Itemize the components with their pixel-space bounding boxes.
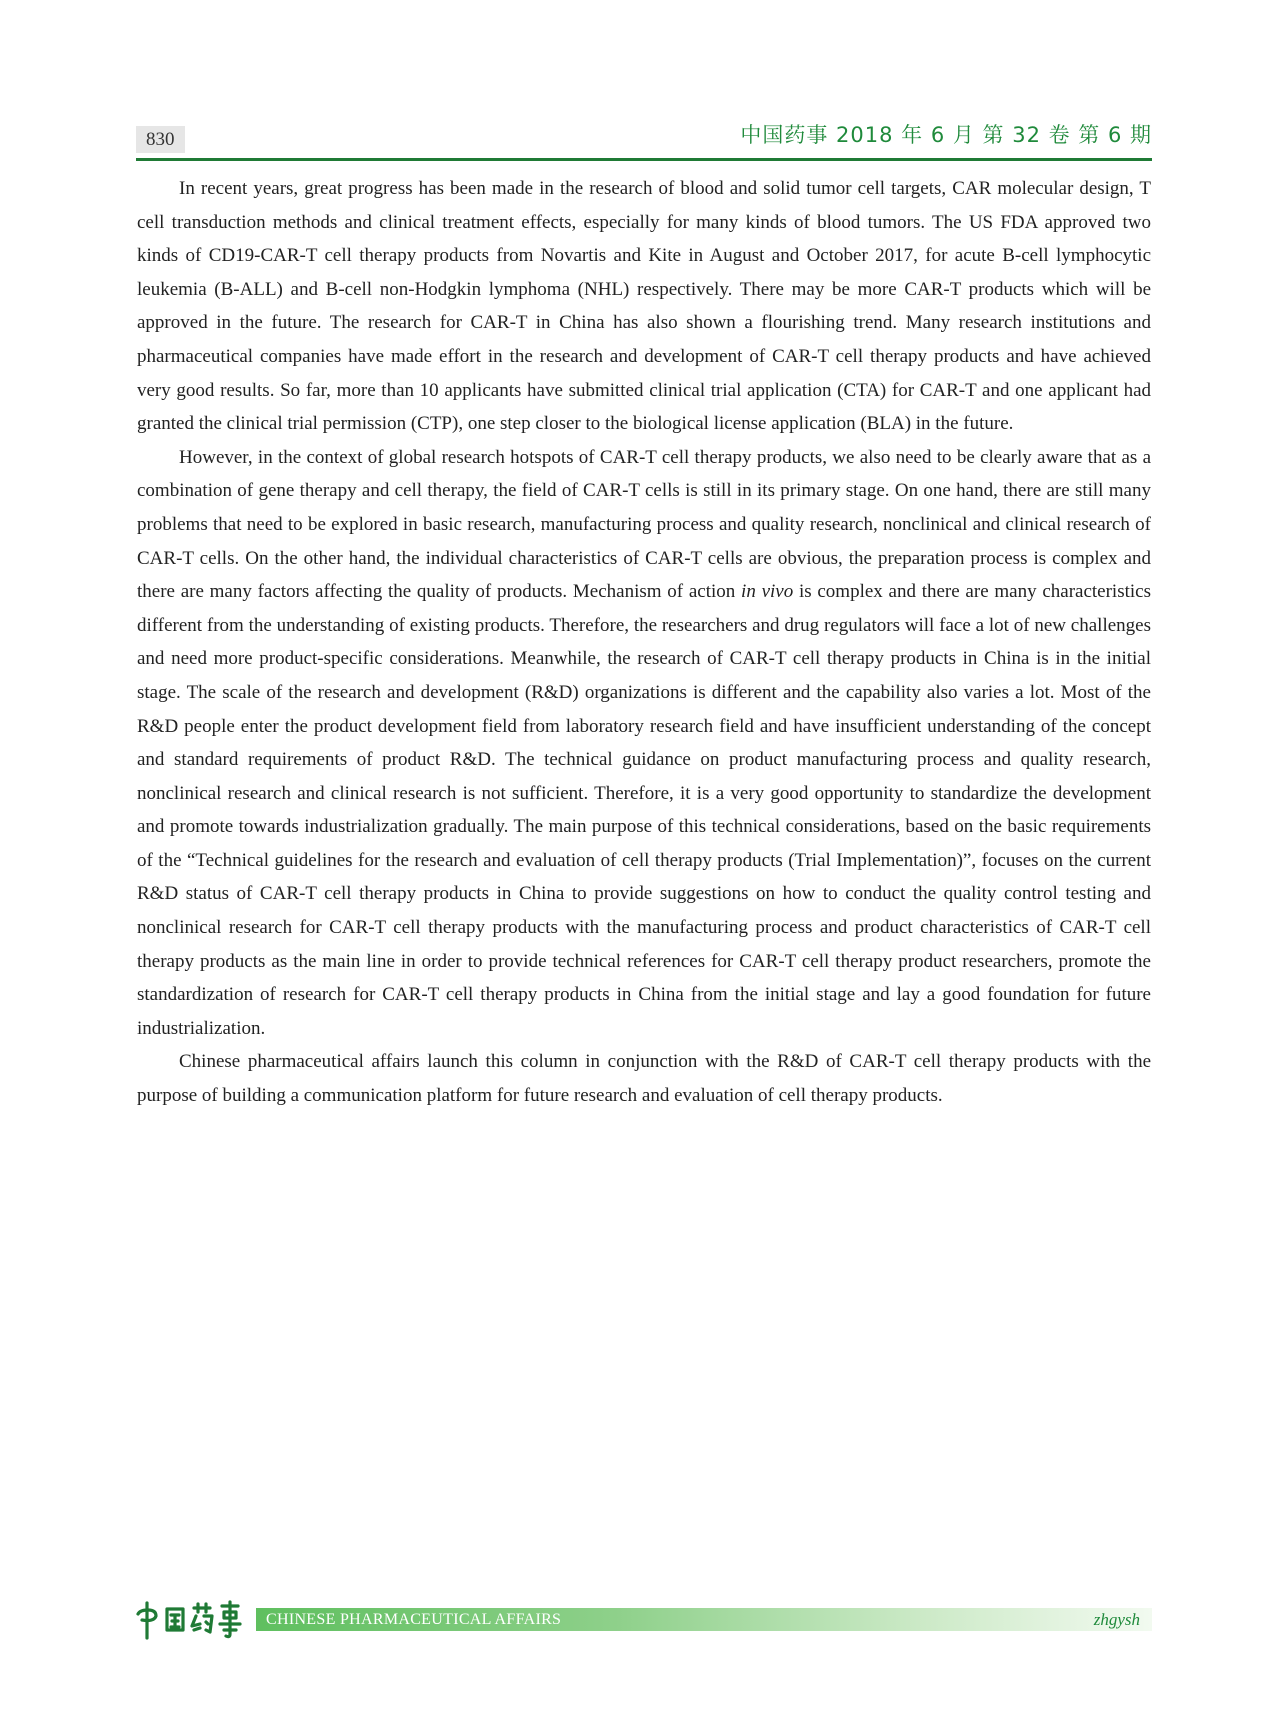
italic-term: in vivo [741,581,794,603]
paragraph-2-part-b: is complex and there are many characteristics different from the understanding of existing products. Therefore, the researchers and drug regulators will face a lot of new challenges and need more product-specific considerations. Meanwhile, the research of CAR-T cell therapy products in China is in the initial stage. The scale of the research and development (R&D) organizations is different and the capability also varies a lot. Most of the R&D people enter the product development field from laboratory research field and have insufficient understanding of the concept and standard requirements of product R&D. The technical guidance on product manufacturing process and quality research, nonclinical research and clinical research is not sufficient. Therefore, it is a very good opportunity to standardize the development and promote towards industrialization gradually. The main purpose of this technical considerations, based on the basic requirements of the “Technical guidelines for the research and evaluation of cell therapy products (Trial Implementation)”, focuses on the current R&D status of CAR-T cell therapy products in China to provide suggestions on how to conduct the quality control testing and nonclinical research for CAR-T cell therapy products with the manufacturing process and product characteristics of CAR-T cell therapy products as the main line in order to provide technical references for CAR-T cell therapy product researchers, promote the standardization of research for CAR-T cell therapy products in China from the initial stage and lay a good foundation for future industrialization. [137,581,1151,1039]
journal-site-name: zhgysh [1093,1610,1140,1629]
page-number: 830 [136,126,185,153]
journal-english-name: CHINESE PHARMACEUTICAL AFFAIRS [266,1611,562,1628]
page-footer [134,1600,1152,1640]
journal-logo [134,1600,246,1640]
article-body [137,172,1151,1113]
journal-name-band [256,1608,1152,1631]
journal-issue-info: 中国药事 2018 年 6 月 第 32 卷 第 6 期 [740,123,1152,147]
paragraph-1: In recent years, great progress has been made in the research of blood and solid tumor cell targets, CAR molecular design, T cell transduction methods and clinical treatment effects, especially for many kinds of blood tumors. The US FDA approved two kinds of CD19-CAR-T cell therapy products from Novartis and Kite in August and October 2017, for acute B-cell lymphocytic leukemia (B-ALL) and B-cell non-Hodgkin lymphoma (NHL) respectively. There may be more CAR-T products which will be approved in the future. The research for CAR-T in China has also shown a flourishing trend. Many research institutions and pharmaceutical companies have made effort in the research and development of CAR-T cell therapy products and have achieved very good results. So far, more than 10 applicants have submitted clinical trial application (CTA) for CAR-T and one applicant had granted the clinical trial permission (CTP), one step closer to the biological license application (BLA) in the future. [137,178,1151,435]
header-divider [136,158,1152,161]
paragraph-2 [137,441,1151,1046]
page-header [136,118,1152,162]
paragraph-3: Chinese pharmaceutical affairs launch this column in conjunction with the R&D of CAR-T cell therapy products with the purpose of building a communication platform for future research and evaluation of cell therapy products. [137,1051,1151,1107]
paragraph-2-part-a: However, in the context of global research hotspots of CAR-T cell therapy products, we also need to be clearly aware that as a combination of gene therapy and cell therapy, the field of CAR-T cells is still in its primary stage. On one hand, there are still many problems that need to be explored in basic research, manufacturing process and quality research, nonclinical and clinical research of CAR-T cells. On the other hand, the individual characteristics of CAR-T cells are obvious, the preparation process is complex and there are many factors affecting the quality of products. Mechanism of action [137,446,1151,603]
